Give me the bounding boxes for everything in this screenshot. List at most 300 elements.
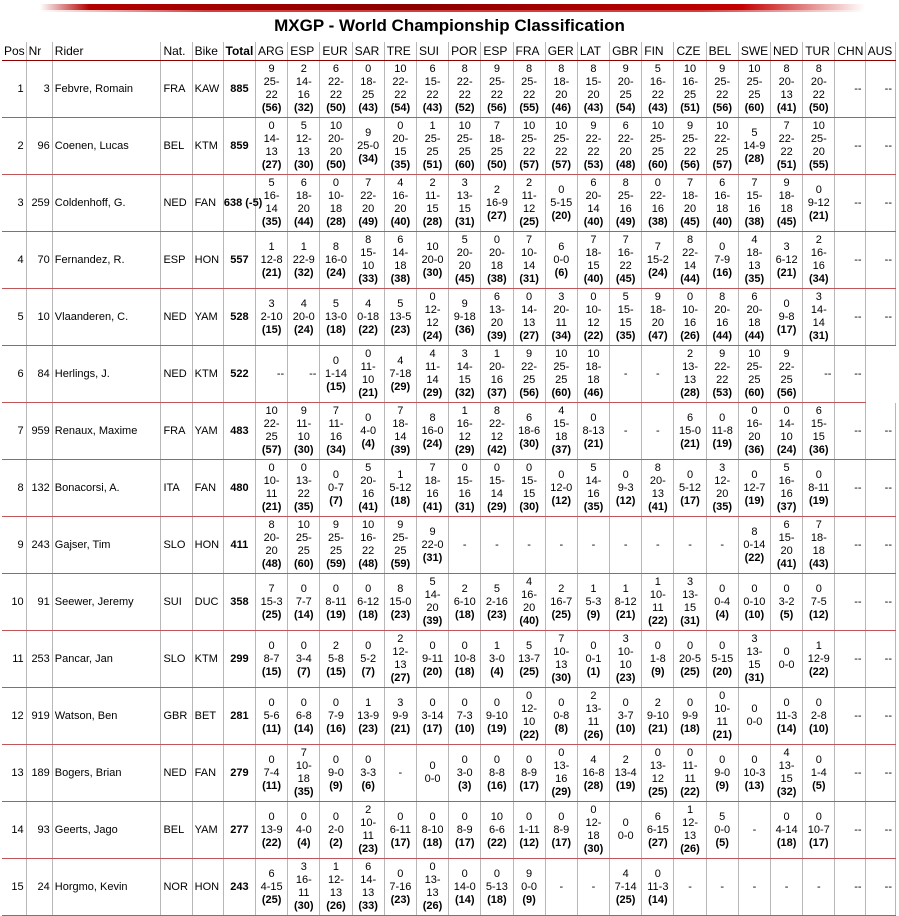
gp-points: 7 bbox=[686, 177, 694, 189]
moto-points: 13-9 bbox=[357, 709, 380, 722]
gp-points: 8 bbox=[719, 291, 726, 303]
round-total: (49) bbox=[358, 216, 378, 228]
round-total: (23) bbox=[390, 608, 411, 621]
position-cell: 2 bbox=[2, 118, 26, 175]
col-header-gp-ger-9[interactable]: GER bbox=[545, 42, 577, 61]
gp-result-cell bbox=[481, 232, 513, 289]
gp-result-cell bbox=[320, 517, 352, 574]
gp-points: 0 bbox=[461, 462, 468, 474]
number-cell: 243 bbox=[26, 517, 52, 574]
gp-result-cell bbox=[256, 232, 288, 289]
moto-points: 12-8 bbox=[260, 253, 283, 266]
gp-result-cell bbox=[384, 61, 416, 118]
gp-result-empty: - bbox=[384, 745, 416, 802]
gp-result-empty: -- bbox=[835, 688, 865, 745]
round-total: (22) bbox=[648, 615, 668, 627]
gp-points: 7 bbox=[654, 240, 661, 253]
moto-points: 4-0 bbox=[360, 424, 377, 437]
moto-points: 20- 22 bbox=[810, 76, 827, 101]
gp-points: 1 bbox=[654, 576, 661, 588]
round-total: (22) bbox=[261, 836, 282, 849]
bike-cell: KTM bbox=[192, 631, 223, 688]
moto-points: 15- 10 bbox=[360, 247, 377, 272]
gp-result-empty: -- bbox=[835, 61, 865, 118]
col-header-gp-aus-19[interactable]: AUS bbox=[865, 42, 895, 61]
moto-points: 14- 13 bbox=[360, 874, 377, 899]
gp-result-cell bbox=[449, 574, 481, 631]
gp-result-empty: -- bbox=[865, 859, 895, 916]
moto-points: 16- 22 bbox=[649, 76, 666, 101]
moto-points: 7-18 bbox=[389, 367, 412, 380]
gp-points: 7 bbox=[526, 234, 533, 246]
gp-result-empty: -- bbox=[865, 403, 895, 460]
total-points-cell: 281 bbox=[223, 688, 255, 745]
position-cell: 8 bbox=[2, 460, 26, 517]
round-total: (25) bbox=[519, 216, 539, 228]
gp-result-cell bbox=[803, 574, 835, 631]
moto-points: 13- 15 bbox=[778, 760, 795, 785]
gp-points: 0 bbox=[300, 582, 307, 595]
round-total: (17) bbox=[519, 779, 539, 792]
table-row bbox=[2, 403, 896, 460]
gp-result-cell bbox=[256, 631, 288, 688]
col-header-gp-gbr-11[interactable]: GBR bbox=[610, 42, 642, 61]
round-total: (52) bbox=[454, 102, 475, 114]
round-total: (43) bbox=[648, 102, 668, 114]
round-total: (44) bbox=[744, 330, 765, 342]
moto-points: 10-7 bbox=[807, 823, 830, 836]
number-cell: 84 bbox=[26, 346, 52, 403]
round-total: (59) bbox=[326, 558, 346, 570]
moto-points: 13-9 bbox=[260, 823, 283, 836]
gp-result-cell bbox=[256, 61, 288, 118]
round-total: (21) bbox=[776, 266, 797, 279]
round-total: (48) bbox=[358, 558, 378, 570]
moto-points: 5-15 bbox=[550, 196, 573, 209]
moto-points: 25- 16 bbox=[617, 190, 634, 215]
nationality-cell: SUI bbox=[161, 574, 192, 631]
gp-result-cell bbox=[577, 802, 609, 859]
round-total: (14) bbox=[776, 722, 797, 735]
gp-result-cell bbox=[416, 574, 448, 631]
gp-result-cell bbox=[481, 61, 513, 118]
gp-points: 0 bbox=[526, 810, 533, 823]
round-total: (34) bbox=[358, 152, 378, 165]
gp-result-empty: -- bbox=[835, 517, 865, 574]
bike-cell: YAM bbox=[192, 802, 223, 859]
round-total: (25) bbox=[261, 893, 282, 906]
gp-points: 0 bbox=[365, 411, 372, 424]
gp-result-cell bbox=[481, 745, 513, 802]
moto-points: 10- 14 bbox=[521, 247, 538, 272]
round-total: (10) bbox=[454, 722, 475, 735]
table-row bbox=[2, 574, 896, 631]
round-total: (23) bbox=[487, 608, 507, 621]
gp-points: 1 bbox=[300, 240, 307, 253]
round-total: (12) bbox=[551, 494, 572, 507]
col-header-nat[interactable]: Nat. bbox=[161, 42, 192, 61]
gp-result-cell bbox=[674, 289, 706, 346]
gp-result-cell bbox=[577, 688, 609, 745]
col-header-total[interactable]: Total bbox=[223, 42, 255, 61]
gp-result-cell bbox=[288, 631, 320, 688]
gp-result-cell bbox=[352, 118, 384, 175]
gp-result-cell bbox=[384, 232, 416, 289]
col-header-gp-lat-10[interactable]: LAT bbox=[577, 42, 609, 61]
number-cell: 10 bbox=[26, 289, 52, 346]
gp-points: 0 bbox=[493, 867, 500, 880]
moto-points: 20- 15 bbox=[392, 133, 409, 158]
gp-points: 8 bbox=[332, 240, 340, 253]
round-total: (20) bbox=[422, 665, 443, 678]
round-total: (18) bbox=[487, 893, 507, 906]
round-total: (55) bbox=[809, 159, 829, 171]
gp-points: 2 bbox=[654, 696, 661, 709]
nationality-cell: FRA bbox=[161, 61, 192, 118]
col-header-pos[interactable]: Pos bbox=[2, 42, 26, 61]
moto-points: 18- 14 bbox=[392, 418, 409, 443]
round-total: (22) bbox=[680, 786, 700, 798]
moto-points: 22- 12 bbox=[488, 418, 505, 443]
col-header-gp-por-6[interactable]: POR bbox=[449, 42, 481, 61]
gp-points: 0 bbox=[365, 639, 372, 652]
bike-cell: DUC bbox=[192, 574, 223, 631]
gp-points: 0 bbox=[526, 291, 533, 303]
gp-points: 10 bbox=[265, 405, 278, 417]
col-header-gp-ned-16[interactable]: NED bbox=[771, 42, 803, 61]
gp-result-empty: - bbox=[706, 517, 738, 574]
round-total: (51) bbox=[776, 159, 797, 171]
round-total: (18) bbox=[680, 722, 700, 735]
col-header-gp-swe-15[interactable]: SWE bbox=[738, 42, 770, 61]
gp-result-cell bbox=[674, 688, 706, 745]
moto-points: 7-7 bbox=[295, 595, 312, 608]
gp-result-cell bbox=[352, 745, 384, 802]
moto-points: 13- 12 bbox=[649, 760, 666, 785]
moto-points: 20- 20 bbox=[456, 247, 473, 272]
gp-result-cell bbox=[288, 460, 320, 517]
moto-points: 5-15 bbox=[711, 652, 734, 665]
gp-points: 2 bbox=[558, 582, 565, 595]
round-total: (36) bbox=[744, 444, 765, 456]
total-points-cell: 279 bbox=[223, 745, 255, 802]
col-header-gp-chn-18[interactable]: CHN bbox=[835, 42, 865, 61]
gp-result-cell bbox=[288, 61, 320, 118]
round-total: (37) bbox=[487, 387, 507, 399]
round-total: (56) bbox=[712, 102, 733, 114]
round-total: (21) bbox=[680, 437, 700, 450]
round-total: (60) bbox=[454, 159, 475, 171]
gp-result-cell bbox=[384, 688, 416, 745]
gp-result-cell bbox=[320, 745, 352, 802]
gp-result-cell bbox=[384, 118, 416, 175]
round-total: (49) bbox=[615, 216, 636, 228]
moto-points: 13- 15 bbox=[746, 646, 763, 671]
moto-points: 4-14 bbox=[775, 823, 798, 836]
round-total: (48) bbox=[615, 159, 636, 171]
moto-points: 20- 13 bbox=[778, 76, 795, 101]
gp-result-cell bbox=[674, 61, 706, 118]
gp-result-cell bbox=[513, 574, 545, 631]
round-total: (26) bbox=[680, 330, 700, 342]
gp-result-cell bbox=[771, 631, 803, 688]
gp-points: 4 bbox=[751, 234, 758, 246]
gp-points: 8 bbox=[686, 234, 694, 246]
gp-result-cell bbox=[416, 859, 448, 916]
gp-points: 0 bbox=[622, 817, 629, 829]
table-row bbox=[2, 61, 896, 118]
gp-result-cell bbox=[706, 118, 738, 175]
gp-points: 7 bbox=[429, 462, 436, 474]
round-total: (15) bbox=[326, 665, 346, 678]
gp-result-cell bbox=[320, 688, 352, 745]
gp-points: 0 bbox=[783, 810, 790, 823]
col-header-gp-fin-12[interactable]: FIN bbox=[642, 42, 674, 61]
gp-points: 3 bbox=[558, 291, 565, 303]
gp-points: 3 bbox=[622, 633, 629, 645]
col-header-gp-sui-5[interactable]: SUI bbox=[416, 42, 448, 61]
gp-points: 6 bbox=[783, 519, 790, 531]
gp-result-cell bbox=[416, 61, 448, 118]
gp-points: 0 bbox=[268, 462, 275, 474]
col-header-rider[interactable]: Rider bbox=[52, 42, 161, 61]
moto-points: 12- 12 bbox=[424, 304, 441, 329]
position-cell: 9 bbox=[2, 517, 26, 574]
gp-points: 0 bbox=[268, 753, 275, 766]
rider-name-cell: Horgmo, Kevin bbox=[52, 859, 161, 916]
gp-result-cell bbox=[416, 745, 448, 802]
gp-result-cell bbox=[256, 403, 288, 460]
gp-result-cell bbox=[674, 802, 706, 859]
moto-points: 11- 11 bbox=[682, 760, 698, 785]
gp-points: 7 bbox=[590, 234, 597, 246]
gp-points: 0 bbox=[751, 468, 758, 481]
round-total: (46) bbox=[583, 387, 604, 399]
gp-points: 0 bbox=[815, 183, 822, 196]
round-total: (25) bbox=[519, 665, 539, 678]
gp-result-cell bbox=[674, 175, 706, 232]
gp-points: 7 bbox=[815, 519, 822, 531]
col-header-gp-fra-8[interactable]: FRA bbox=[513, 42, 545, 61]
gp-points: 3 bbox=[300, 861, 307, 873]
moto-points: 20- 18 bbox=[746, 304, 763, 329]
round-total: (25) bbox=[551, 608, 572, 621]
gp-result-cell bbox=[738, 688, 770, 745]
moto-points: 18-6 bbox=[518, 424, 541, 437]
rider-name-cell: Gajser, Tim bbox=[52, 517, 161, 574]
gp-points: 5 bbox=[751, 126, 758, 139]
gp-points: 5 bbox=[365, 462, 372, 474]
gp-result-empty: - bbox=[771, 859, 803, 916]
gp-result-empty: -- bbox=[835, 631, 865, 688]
gp-points: 0 bbox=[461, 696, 468, 709]
moto-points: 25- 22 bbox=[521, 76, 538, 101]
moto-points: 20-0 bbox=[421, 253, 444, 266]
gp-result-empty: -- bbox=[835, 859, 865, 916]
nationality-cell: NED bbox=[161, 745, 192, 802]
round-total: (56) bbox=[487, 102, 507, 114]
col-header-gp-eur-2[interactable]: EUR bbox=[320, 42, 352, 61]
gp-result-cell bbox=[513, 460, 545, 517]
moto-points: 12- 10 bbox=[521, 703, 538, 728]
moto-points: 15- 18 bbox=[553, 418, 570, 443]
gp-result-empty: -- bbox=[835, 745, 865, 802]
gp-result-cell bbox=[738, 517, 770, 574]
gp-result-cell bbox=[449, 403, 481, 460]
gp-points: 1 bbox=[461, 405, 468, 417]
round-total: (53) bbox=[583, 159, 604, 171]
bike-cell: FAN bbox=[192, 175, 223, 232]
round-total: (43) bbox=[422, 102, 443, 114]
gp-points: 0 bbox=[332, 177, 340, 189]
gp-result-cell bbox=[545, 175, 577, 232]
round-total: (38) bbox=[390, 273, 411, 285]
round-total: (26) bbox=[326, 900, 346, 912]
gp-result-cell bbox=[352, 232, 384, 289]
round-total: (57) bbox=[261, 444, 282, 456]
round-total: (19) bbox=[326, 608, 346, 621]
number-cell: 70 bbox=[26, 232, 52, 289]
gp-result-cell bbox=[545, 403, 577, 460]
gp-result-cell bbox=[320, 631, 352, 688]
col-header-gp-arg-0[interactable]: ARG bbox=[256, 42, 288, 61]
col-header-gp-esp-1[interactable]: ESP bbox=[288, 42, 320, 61]
gp-result-cell bbox=[513, 802, 545, 859]
gp-result-cell bbox=[449, 61, 481, 118]
gp-points: 0 bbox=[365, 63, 372, 75]
gp-result-cell bbox=[513, 118, 545, 175]
col-header-gp-cze-13[interactable]: CZE bbox=[674, 42, 706, 61]
table-row bbox=[2, 859, 896, 916]
round-total: (34) bbox=[551, 330, 572, 342]
gp-result-cell bbox=[545, 688, 577, 745]
moto-points: 6-8 bbox=[295, 709, 312, 722]
round-total: (22) bbox=[519, 729, 539, 741]
gp-result-cell bbox=[384, 859, 416, 916]
round-total: (25) bbox=[648, 786, 668, 798]
moto-points: 15- 15 bbox=[617, 304, 634, 329]
gp-result-cell bbox=[416, 118, 448, 175]
col-header-gp-esp-7[interactable]: ESP bbox=[481, 42, 513, 61]
round-total: (56) bbox=[680, 159, 700, 171]
round-total: (35) bbox=[615, 330, 636, 342]
round-total: (30) bbox=[294, 900, 314, 912]
position-cell: 15 bbox=[2, 859, 26, 916]
round-total: (12) bbox=[809, 608, 829, 621]
total-points-cell: 859 bbox=[223, 118, 255, 175]
gp-result-empty: -- bbox=[835, 346, 865, 403]
gp-result-cell bbox=[771, 175, 803, 232]
moto-points: 2-0 bbox=[328, 823, 344, 836]
moto-points: 0-14 bbox=[743, 538, 766, 551]
bike-cell: FAN bbox=[192, 745, 223, 802]
col-header-gp-tur-17[interactable]: TUR bbox=[803, 42, 835, 61]
gp-points: 1 bbox=[815, 639, 822, 652]
moto-points: 6-15 bbox=[646, 823, 669, 836]
moto-points: 12- 13 bbox=[682, 817, 698, 842]
moto-points: 11- 10 bbox=[296, 418, 312, 443]
col-header-gp-bel-14[interactable]: BEL bbox=[706, 42, 738, 61]
gp-result-cell bbox=[545, 574, 577, 631]
round-total: (30) bbox=[294, 444, 314, 456]
gp-points: 0 bbox=[332, 468, 340, 481]
moto-points: 13- 11 bbox=[585, 703, 602, 728]
gp-points: 6 bbox=[558, 240, 565, 253]
total-points-cell: 483 bbox=[223, 403, 255, 460]
moto-points: 16- 18 bbox=[714, 190, 731, 215]
gp-result-cell bbox=[416, 175, 448, 232]
gp-points: 0 bbox=[365, 348, 372, 360]
moto-points: 15- 15 bbox=[521, 475, 538, 500]
round-total: (34) bbox=[326, 444, 346, 456]
moto-points: 15-0 bbox=[389, 595, 412, 608]
gp-result-cell bbox=[513, 61, 545, 118]
moto-points: 6-12 bbox=[775, 253, 798, 266]
gp-points: 0 bbox=[429, 639, 436, 652]
round-total: (31) bbox=[454, 501, 475, 513]
gp-result-cell bbox=[642, 802, 674, 859]
gp-points: 8 bbox=[429, 411, 436, 424]
moto-points: 18- 25 bbox=[488, 133, 505, 158]
gp-result-cell bbox=[545, 745, 577, 802]
gp-result-empty: -- bbox=[865, 688, 895, 745]
round-total: (17) bbox=[776, 323, 797, 336]
table-row bbox=[2, 346, 896, 403]
gp-points: 0 bbox=[332, 810, 340, 823]
gp-result-cell bbox=[352, 631, 384, 688]
moto-points: 0-10 bbox=[743, 595, 766, 608]
round-total: (12) bbox=[519, 836, 539, 849]
gp-result-empty: - bbox=[738, 859, 770, 916]
gp-result-empty: - bbox=[577, 859, 609, 916]
round-total: (31) bbox=[422, 551, 443, 564]
gp-result-cell bbox=[803, 403, 835, 460]
col-header-gp-tre-4[interactable]: TRE bbox=[384, 42, 416, 61]
moto-points: 12-9 bbox=[807, 652, 830, 665]
gp-points: 9 bbox=[686, 120, 694, 132]
round-total: (40) bbox=[583, 216, 604, 228]
col-header-gp-sar-3[interactable]: SAR bbox=[352, 42, 384, 61]
gp-points: 6 bbox=[622, 120, 629, 132]
moto-points: 6-6 bbox=[488, 823, 505, 836]
gp-result-cell bbox=[577, 118, 609, 175]
rider-name-cell: Geerts, Jago bbox=[52, 802, 161, 859]
gp-result-cell bbox=[256, 460, 288, 517]
gp-points: 5 bbox=[300, 120, 307, 132]
moto-points: 12-0 bbox=[550, 481, 573, 494]
gp-result-cell bbox=[352, 517, 384, 574]
round-total: (17) bbox=[454, 836, 475, 849]
moto-points: 0-0 bbox=[617, 830, 634, 842]
col-header-bike[interactable]: Bike bbox=[192, 42, 223, 61]
gp-result-cell bbox=[513, 859, 545, 916]
moto-points: 16- 16 bbox=[810, 247, 827, 272]
total-points-cell: 411 bbox=[223, 517, 255, 574]
round-total: (29) bbox=[551, 786, 572, 798]
rider-name-cell: Coenen, Lucas bbox=[52, 118, 161, 175]
gp-result-cell bbox=[320, 460, 352, 517]
round-total: (25) bbox=[680, 665, 700, 678]
moto-points: 16-7 bbox=[550, 595, 573, 608]
moto-points: 25- 25 bbox=[456, 133, 473, 158]
gp-result-empty: -- bbox=[865, 232, 895, 289]
col-header-nr[interactable]: Nr bbox=[26, 42, 52, 61]
moto-points: 11- 12 bbox=[521, 190, 537, 215]
moto-points: 22-0 bbox=[421, 538, 444, 551]
gp-result-cell bbox=[803, 61, 835, 118]
moto-points: 18- 15 bbox=[585, 247, 602, 272]
moto-points: 14- 13 bbox=[521, 304, 538, 329]
